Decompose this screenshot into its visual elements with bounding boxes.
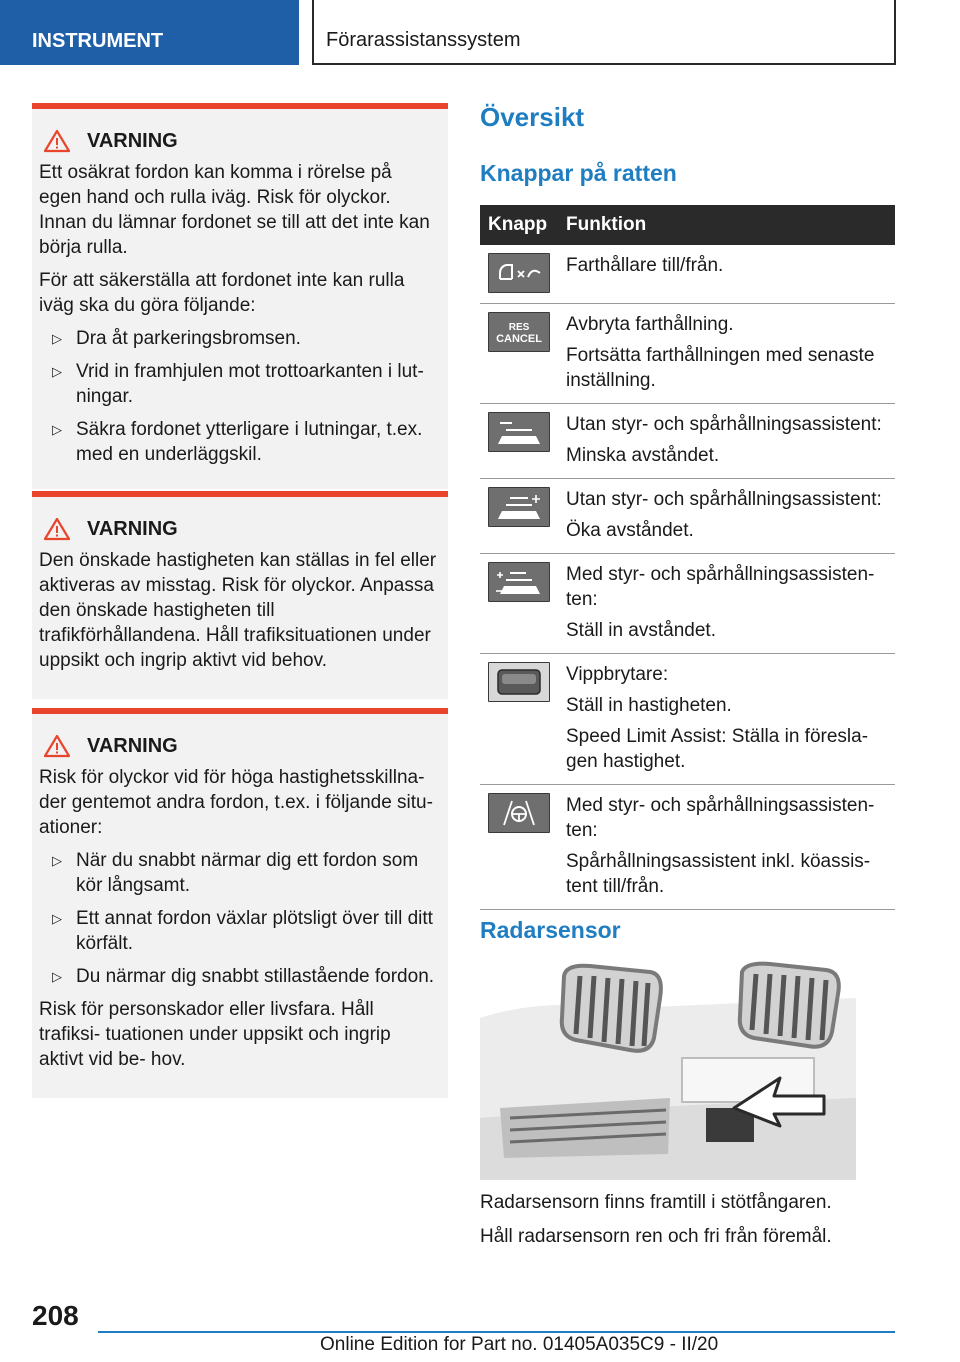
warning-title: VARNING [39,517,438,541]
distance-rocker-icon [488,562,550,602]
function-text: Speed Limit Assist: Ställa in föresla- gen hastighet. [566,726,869,772]
table-row [480,785,895,910]
warning-triangle-icon [43,517,71,541]
bullet-triangle-icon: ▷ [52,911,62,926]
bullet-triangle-icon: ▷ [52,853,62,868]
bullet-triangle-icon: ▷ [52,364,62,379]
distance-decrease-icon [488,412,550,452]
section-heading: Översikt [480,102,585,132]
kidney-grille-right [740,964,839,1047]
warning-triangle-icon [43,734,71,758]
page-number: 208 [32,1300,79,1331]
function-text: Med styr- och spårhållningsassisten- ten: [566,795,875,841]
kidney-grille-left [562,966,661,1051]
warning-text: Risk för olyckor vid för höga hastighetsskillna- der gentemot andra fordon, t.ex. i följande situ- ationer: [39,767,433,838]
chapter-title: Förarassistanssystem [312,0,896,65]
function-text: Utan styr- och spårhållningsassistent: [566,414,882,435]
steering-buttons-table [480,205,895,910]
table-header-row [480,205,895,245]
list-item: ▷ Säkra fordonet ytterligare i lutningar, t.ex. med en underläggskil. [52,419,423,465]
list-item: ▷ Dra åt parkeringsbromsen. [52,328,301,349]
warning-text: Risk för personskador eller livsfara. Håll trafiksi- tuationen under uppsikt och ingrip aktivt vid be- hov. [39,999,391,1070]
list-item: ▷ Ett annat fordon växlar plötsligt över till ditt körfält. [52,908,433,954]
function-text: Öka avståndet. [566,520,694,541]
warning-title: VARNING [39,129,438,153]
warning-list [39,848,438,989]
function-text: Minska avståndet. [566,445,720,466]
rocker-switch-icon [488,662,550,702]
table-row [480,404,895,479]
function-text: Ställ in avståndet. [566,620,716,641]
footer-divider [98,1331,895,1333]
column-header: Knapp [480,205,558,245]
bullet-triangle-icon: ▷ [52,331,62,346]
subsection-heading-radar: Radarsensor [480,917,621,943]
warning-box-2 [32,491,448,699]
svg-text:CANCEL: CANCEL [496,333,542,345]
svg-text:RES: RES [508,322,530,333]
list-item: ▷ Vrid in framhjulen mot trottoarkanten i lut- ningar. [52,361,424,407]
res-cancel-icon [488,312,550,352]
warning-title: VARNING [39,734,438,758]
warning-box-3 [32,708,448,1098]
function-text: Farthållare till/från. [566,255,724,276]
table-row [480,245,895,304]
edition-info: Online Edition for Part no. 01405A035C9 - II/20 [320,1334,719,1355]
section-tab: INSTRUMENT [0,0,299,65]
radar-caption: Håll radarsensorn ren och fri från föremål. [480,1226,832,1247]
list-item: ▷ När du snabbt närmar dig ett fordon som kör långsamt. [52,850,419,896]
radar-sensor-image [480,958,856,1180]
table-row [480,304,895,404]
distance-increase-icon [488,487,550,527]
warning-text: Ett osäkrat fordon kan komma i rörelse på egen hand och rulla iväg. Risk för olyckor. Innan du lämnar fordonet se till att det inte kan börja rulla. [39,162,430,258]
function-text: Ställ in hastigheten. [566,695,732,716]
warning-text: Den önskade hastigheten kan ställas in fel eller aktiveras av misstag. Risk för olyckor. Anpassa den önskade hastigheten till trafikförhållandena. Håll trafiksituationen under uppsikt och ingrip aktivt vid behov. [39,550,437,671]
list-item: ▷ Du närmar dig snabbt stillastående fordon. [52,966,435,987]
function-text: Vippbrytare: [566,664,669,685]
table-row [480,554,895,654]
bullet-triangle-icon: ▷ [52,422,62,437]
column-header: Funktion [558,205,895,245]
subsection-heading: Knappar på ratten [480,160,677,186]
function-text: Utan styr- och spårhållningsassistent: [566,489,882,510]
radar-caption: Radarsensorn finns framtill i stötfångaren. [480,1192,832,1213]
warning-list [39,326,438,467]
table-row [480,479,895,554]
steering-assist-icon [488,793,550,833]
warning-triangle-icon [43,129,71,153]
function-text: Spårhållningsassistent inkl. köassis- tent till/från. [566,851,871,897]
table-row [480,654,895,785]
cruise-control-icon [488,253,550,293]
function-text: Avbryta farthållning. [566,314,734,335]
bullet-triangle-icon: ▷ [52,969,62,984]
function-text: Med styr- och spårhållningsassisten- ten: [566,564,875,610]
function-text: Fortsätta farthållningen med senaste inställning. [566,345,875,391]
warning-text: För att säkerställa att fordonet inte kan rulla iväg ska du göra följande: [39,270,405,316]
warning-box-1 [32,103,448,489]
